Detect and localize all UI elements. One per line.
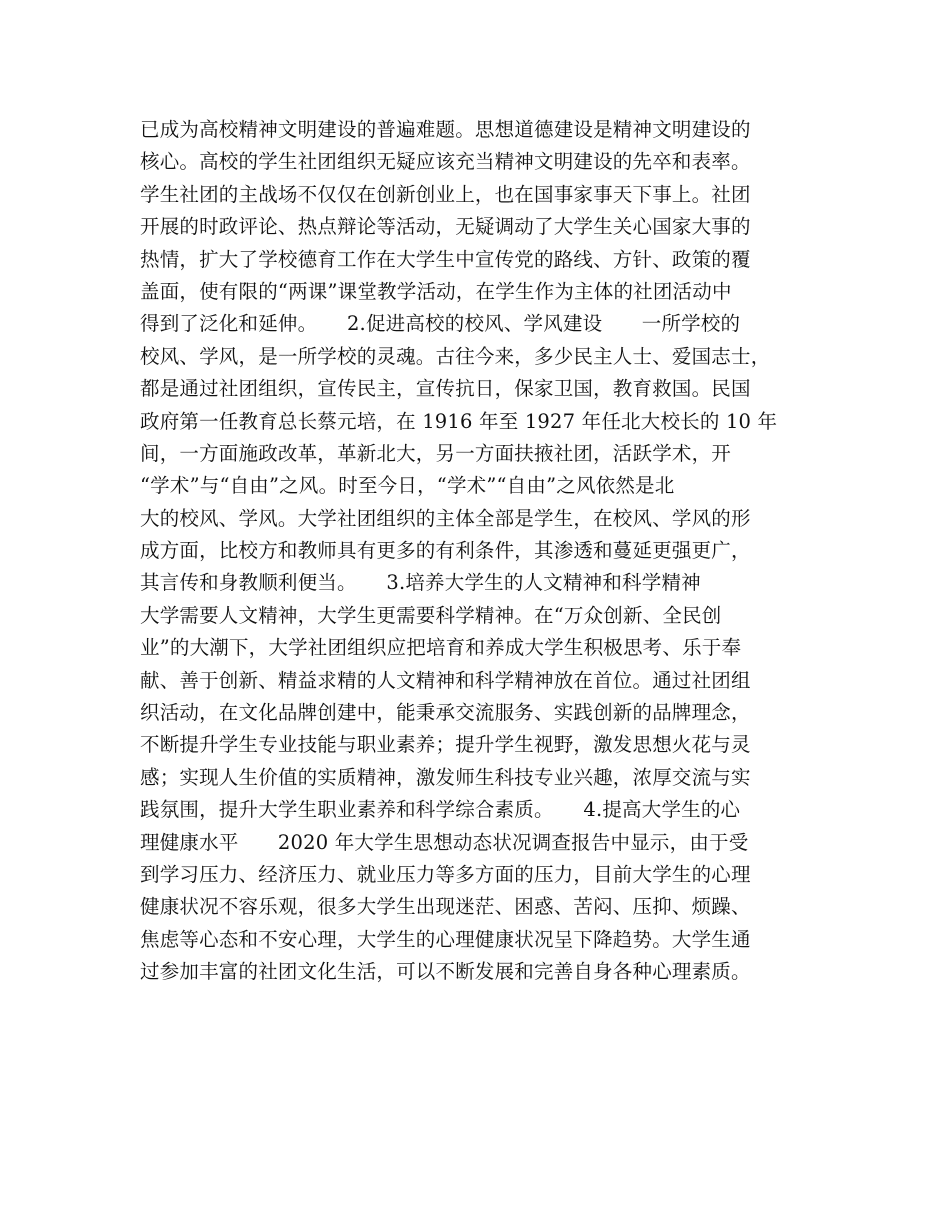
text-line: 感；实现人生价值的实质精神，激发师生科技专业兴趣，浓厚交流与实: [140, 765, 751, 789]
text-line: 过参加丰富的社团文化生活，可以不断发展和完善自身各种心理素质。: [140, 960, 751, 984]
text-line: 政府第一任教育总长蔡元培，在 1916 年至 1927 年任北大校长的 10 年: [140, 409, 778, 433]
text-line: 不断提升学生专业技能与职业素养；提升学生视野，激发思想火花与灵: [140, 733, 751, 757]
text-line: 大的校风、学风。大学社团组织的主体全部是学生，在校风、学风的形: [140, 506, 751, 530]
text-line: 其言传和身教顺利便当。 3.培养大学生的人文精神和科学精神: [140, 571, 701, 595]
text-line: 校风、学风，是一所学校的灵魂。古往今来，多少民主人士、爱国志士，: [140, 344, 771, 368]
document-body: [140, 114, 820, 989]
text-line: 开展的时政评论、热点辩论等活动，无疑调动了大学生关心国家大事的: [140, 215, 751, 239]
text-line: 都是通过社团组织，宣传民主，宣传抗日，保家卫国，教育救国。民国: [140, 377, 751, 401]
text-line: 献、善于创新、精益求精的人文精神和科学精神放在首位。通过社团组: [140, 668, 751, 692]
text-line: 盖面，使有限的“两课”课堂教学活动，在学生作为主体的社团活动中: [140, 279, 732, 303]
text-line: 理健康水平 2020 年大学生思想动态状况调查报告中显示，由于受: [140, 830, 749, 854]
text-line: 核心。高校的学生社团组织无疑应该充当精神文明建设的先卒和表率。: [140, 150, 751, 174]
text-line: 间，一方面施政改革，革新北大，另一方面扶掖社团，活跃学术，开: [140, 441, 732, 465]
text-line: 得到了泛化和延伸。 2.促进高校的校风、学风建设 一所学校的: [140, 312, 741, 336]
text-line: 大学需要人文精神，大学生更需要科学精神。在“万众创新、全民创: [140, 603, 722, 627]
text-line: 业”的大潮下，大学社团组织应把培育和养成大学生积极思考、乐于奉: [140, 636, 742, 660]
text-line: 成方面，比校方和教师具有更多的有利条件，其渗透和蔓延更强更广，: [140, 539, 751, 563]
text-line: 到学习压力、经济压力、就业压力等多方面的压力，目前大学生的心理: [140, 862, 751, 886]
text-line: 健康状况不容乐观，很多大学生出现迷茫、困惑、苦闷、压抑、烦躁、: [140, 895, 751, 919]
text-line: 热情，扩大了学校德育工作在大学生中宣传党的路线、方针、政策的覆: [140, 247, 751, 271]
text-line: 焦虑等心态和不安心理，大学生的心理健康状况呈下降趋势。大学生通: [140, 927, 751, 951]
text-line: 已成为高校精神文明建设的普遍难题。思想道德建设是精神文明建设的: [140, 118, 751, 141]
text-line: 织活动，在文化品牌创建中，能秉承交流服务、实践创新的品牌理念，: [140, 701, 751, 725]
text-line: “学术”与“自由”之风。时至今日，“学术”“自由”之风依然是北: [140, 474, 675, 498]
text-line: 学生社团的主战场不仅仅在创新创业上，也在国事家事天下事上。社团: [140, 182, 751, 206]
text-line: 践氛围，提升大学生职业素养和科学综合素质。 4.提高大学生的心: [140, 798, 741, 822]
